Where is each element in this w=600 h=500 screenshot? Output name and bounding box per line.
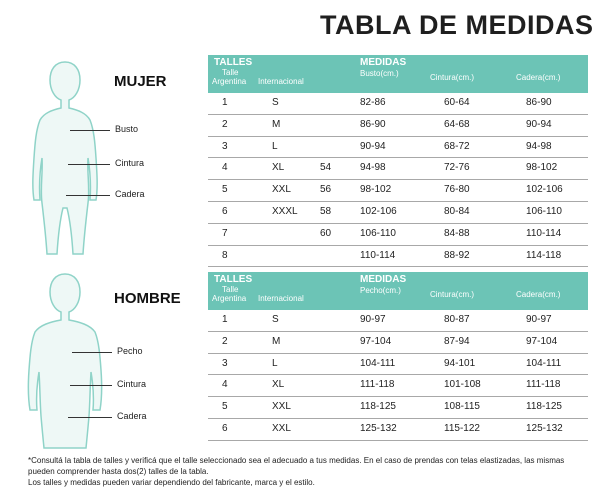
pecho-label: Pecho <box>117 346 143 356</box>
cell-talle-numero: 54 <box>320 162 332 174</box>
cell-pecho: 104-111 <box>360 357 396 369</box>
cell-cintura: 68-72 <box>444 140 470 152</box>
header-internacional: Internacional <box>258 77 304 86</box>
footnote-line-2: Los talles y medidas pueden variar dependiendo del fabricante, marca y el estilo. <box>28 478 315 487</box>
cadera-pointer-hombre <box>68 417 112 418</box>
cell-pecho: 90-97 <box>360 314 386 325</box>
cell-cadera: 90-97 <box>526 314 552 325</box>
cell-talle-internacional: XL <box>272 379 285 391</box>
cell-talle-internacional: XXL <box>272 422 291 434</box>
table-row <box>208 202 588 224</box>
cell-cadera: 106-110 <box>526 205 562 217</box>
table-row <box>208 137 588 159</box>
header-internacional: Internacional <box>258 294 304 303</box>
header-cadera: Cadera(cm.) <box>516 290 561 299</box>
cell-talle-argentina: 2 <box>222 335 228 347</box>
cell-busto: 86-90 <box>360 118 386 130</box>
table-row <box>208 158 588 180</box>
cell-talle-argentina: 4 <box>222 162 228 174</box>
cell-cintura: 101-108 <box>444 379 481 391</box>
mujer-heading: MUJER <box>114 73 167 90</box>
cell-talle-internacional: S <box>272 97 279 108</box>
cell-cintura: 80-84 <box>444 205 470 217</box>
cell-talle-internacional: M <box>272 118 281 130</box>
female-figure-illustration <box>20 58 110 258</box>
header-medidas: MEDIDAS <box>360 57 407 68</box>
cell-cadera: 98-102 <box>526 162 558 174</box>
cell-talle-argentina: 5 <box>222 184 228 196</box>
cell-talle-argentina: 4 <box>222 379 228 391</box>
footnote-line-1: *Consultá la tabla de talles y verificá que el talle seleccionado sea el adecuado a tus medidas. En el caso de prendas con telas elastizadas, las mismas pueden comprender hasta dos(2) talles de la tabla. <box>28 456 565 476</box>
cell-talle-argentina: 3 <box>222 357 228 369</box>
cell-talle-numero: 58 <box>320 205 332 217</box>
table-header <box>208 272 588 310</box>
header-cadera: Cadera(cm.) <box>516 73 561 82</box>
table-row <box>208 246 588 268</box>
header-cintura: Cintura(cm.) <box>430 290 475 299</box>
cell-cintura: 84-88 <box>444 227 470 239</box>
table-row <box>208 115 588 137</box>
cadera-label-hombre: Cadera <box>117 411 147 421</box>
cell-busto: 94-98 <box>360 162 386 174</box>
cintura-pointer-hombre <box>70 385 112 386</box>
cell-cintura: 60-64 <box>444 97 470 108</box>
cell-pecho: 97-104 <box>360 335 392 347</box>
header-talles: TALLES <box>214 274 253 285</box>
cell-pecho: 111-118 <box>360 379 395 391</box>
header-cintura: Cintura(cm.) <box>430 73 475 82</box>
cell-talle-internacional: XL <box>272 162 285 174</box>
cell-pecho: 125-132 <box>360 422 397 434</box>
pecho-pointer <box>72 352 112 353</box>
header-medidas: MEDIDAS <box>360 274 407 285</box>
cell-cintura: 87-94 <box>444 335 470 347</box>
cell-cadera: 102-106 <box>526 184 563 196</box>
table-row <box>208 180 588 202</box>
cell-cadera: 94-98 <box>526 140 552 152</box>
hombre-size-table <box>208 272 588 441</box>
cell-talle-argentina: 1 <box>222 314 228 325</box>
cell-busto: 110-114 <box>360 249 396 261</box>
cell-cintura: 94-101 <box>444 357 476 369</box>
cintura-label-mujer: Cintura <box>115 158 145 168</box>
cell-talle-internacional: L <box>272 357 278 369</box>
cell-busto: 90-94 <box>360 140 386 152</box>
table-row <box>208 375 588 397</box>
cell-cadera: 97-104 <box>526 335 558 347</box>
cintura-label-hombre: Cintura <box>117 379 147 389</box>
cell-cadera: 110-114 <box>526 227 562 239</box>
cell-talle-argentina: 6 <box>222 205 228 217</box>
table-row <box>208 332 588 354</box>
table-row <box>208 224 588 246</box>
cell-talle-internacional: XXL <box>272 184 291 196</box>
table-row <box>208 397 588 419</box>
hombre-heading: HOMBRE <box>114 290 181 307</box>
table-row <box>208 310 588 332</box>
table-row <box>208 419 588 441</box>
cell-busto: 102-106 <box>360 205 397 217</box>
cell-talle-argentina: 3 <box>222 140 228 152</box>
cadera-pointer-mujer <box>66 195 110 196</box>
mujer-size-table <box>208 55 588 267</box>
footnote <box>28 455 593 488</box>
cell-talle-numero: 56 <box>320 184 332 196</box>
cell-cintura: 76-80 <box>444 184 470 196</box>
header-talle: Talle <box>222 68 239 77</box>
table-row <box>208 354 588 376</box>
cell-cintura: 108-115 <box>444 401 480 413</box>
cell-cadera: 114-118 <box>526 249 562 261</box>
cell-talle-internacional: L <box>272 140 278 152</box>
cell-cadera: 104-111 <box>526 357 562 369</box>
cell-busto: 106-110 <box>360 227 396 239</box>
table-row <box>208 93 588 115</box>
cell-cadera: 125-132 <box>526 422 563 434</box>
cintura-pointer-mujer <box>68 164 110 165</box>
cell-talle-argentina: 7 <box>222 227 228 239</box>
cell-busto: 98-102 <box>360 184 392 196</box>
cadera-label-mujer: Cadera <box>115 189 145 199</box>
cell-cintura: 88-92 <box>444 249 470 261</box>
cell-cintura: 72-76 <box>444 162 470 174</box>
male-figure-illustration <box>18 270 112 450</box>
header-pecho: Pecho(cm.) <box>360 286 401 295</box>
header-argentina: Argentina <box>212 77 247 86</box>
cell-talle-internacional: XXXL <box>272 205 298 217</box>
cell-pecho: 118-125 <box>360 401 396 413</box>
cell-talle-argentina: 5 <box>222 401 228 413</box>
cell-talle-internacional: XXL <box>272 401 291 413</box>
page-title: TABLA DE MEDIDAS <box>320 10 594 40</box>
cell-cadera: 90-94 <box>526 118 552 130</box>
table-header <box>208 55 588 93</box>
header-talles: TALLES <box>214 57 253 68</box>
cell-cadera: 111-118 <box>526 379 561 391</box>
cell-talle-numero: 60 <box>320 227 332 239</box>
cell-cadera: 86-90 <box>526 97 552 108</box>
cell-cintura: 64-68 <box>444 118 470 130</box>
cell-busto: 82-86 <box>360 97 386 108</box>
cell-talle-internacional: S <box>272 314 279 325</box>
cell-talle-argentina: 2 <box>222 118 228 130</box>
cell-cadera: 118-125 <box>526 401 562 413</box>
cell-cintura: 115-122 <box>444 422 480 434</box>
cell-cintura: 80-87 <box>444 314 470 325</box>
busto-label: Busto <box>115 124 139 134</box>
cell-talle-argentina: 6 <box>222 422 228 434</box>
header-busto: Busto(cm.) <box>360 69 399 78</box>
header-talle: Talle <box>222 285 239 294</box>
cell-talle-argentina: 8 <box>222 249 228 261</box>
header-argentina: Argentina <box>212 294 247 303</box>
busto-pointer <box>70 130 110 131</box>
cell-talle-internacional: M <box>272 335 281 347</box>
cell-talle-argentina: 1 <box>222 97 228 108</box>
